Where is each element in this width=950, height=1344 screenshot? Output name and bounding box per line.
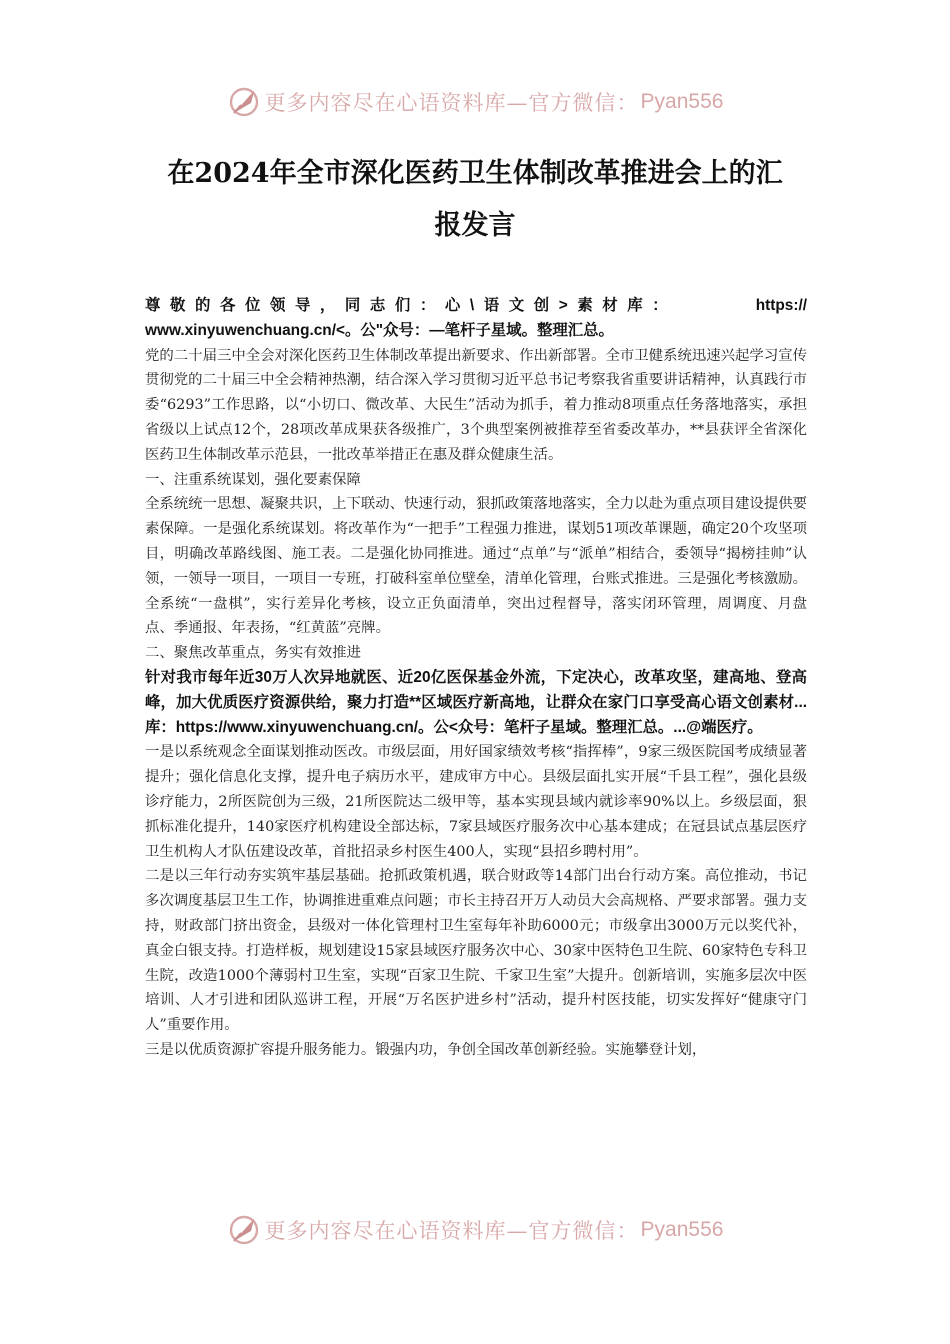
salutation — [145, 294, 807, 319]
watermark-wechat-id: Pyan556 — [640, 90, 724, 113]
watermark-banner-bottom — [0, 1210, 950, 1250]
paragraph-3: 一是以系统观念全面谋划推动医改。市级层面，用好国家绩效考核“指挥棒”，9家三级医院国考成绩显著提升；强化信息化支撑，提升电子病历水平，建成审方中心。县级层面扎实开展“千县工程”，强化县级诊疗能力，2所医院创为三级，21所医院达二级甲等，基本实现县域内就诊率90%以上。乡级层面，狠抓标准化提升，140家医疗机构建设全部达标，7家县域医疗服务次中心基本建成；在冠县试点基层医疗卫生机构人才队伍建设改革，首批招录乡村医生400人，实现“县招乡聘村用”。 — [145, 744, 807, 860]
watermark-wechat-id: Pyan556 — [640, 1218, 724, 1241]
title-line-2: 报发言 — [434, 210, 516, 241]
quill-logo-icon — [227, 1213, 261, 1247]
paragraph-2-bold: 针对我市每年近30万人次异地就医、近20亿医保基金外流，下定决心，改革攻坚，建高地、登高峰，加大优质医疗资源供给，聚力打造**区域医疗新高地，让群众在家门口享受高心语文创素材...库：https://www.xinyuwenchuang.cn/。公<众号：笔杆子星域。整理汇总。...@端医疗。 — [145, 668, 807, 736]
quill-logo-icon — [227, 85, 261, 119]
title-line-1: 在2024年全市深化医药卫生体制改革推进会上的汇 — [167, 158, 783, 189]
paragraph-1: 全系统统一思想、凝聚共识，上下联动、快速行动，狠抓政策落地落实，全力以赴为重点项目建设提供要素保障。一是强化系统谋划。将改革作为“一把手”工程强力推进，谋划51项改革课题，确定20个攻坚项目，明确改革路线图、施工表。二是强化协同推进。通过“点单”与“派单”相结合，委领导“揭榜挂帅”认领，一领导一项目，一项目一专班，打破科室单位壁垒，清单化管理，台账式推进。三是强化考核激励。全系统“一盘棋”，实行差异化考核，设立正负面清单，突出过程督导，落实闭环管理，周调度、月盘点、季通报、年表扬，“红黄蓝”亮牌。 — [145, 496, 807, 637]
salutation-url-start: https:// — [755, 297, 807, 314]
document-body — [145, 294, 807, 1063]
intro-paragraph: 党的二十届三中全会对深化医药卫生体制改革提出新要求、作出新部署。全市卫健系统迅速兴起学习宣传贯彻党的二十届三中全会精神热潮，结合深入学习贯彻习近平总书记考察我省重要讲话精神，认真践行市委“6293”工作思路，以“小切口、微改革、大民生”活动为抓手，着力推动8项重点任务落地落实，承担省级以上试点12个，28项改革成果获各级推广，3个典型案例被推荐至省委改革办，**县获评全省深化医药卫生体制改革示范县，一批改革举措正在惠及群众健康生活。 — [145, 347, 807, 463]
salutation-text: 尊敬的各位领导，同志们：心\语文创>素材库： — [145, 297, 678, 314]
section-heading-2: 二、聚焦改革重点，务实有效推进 — [145, 645, 361, 662]
document-title — [140, 148, 810, 252]
watermark-banner-top — [0, 82, 950, 122]
paragraph-4: 二是以三年行动夯实筑牢基层基础。抢抓政策机遇，联合财政等14部门出台行动方案。高位推动，书记多次调度基层卫生工作，协调推进重难点问题；市长主持召开万人动员大会高规格、严要求部署。强力支持，财政部门挤出资金，县级对一体化管理村卫生室每年补助6000元；市级拿出3000万元以奖代补，真金白银支持。打造样板，规划建设15家县域医疗服务次中心、30家中医特色卫生院、60家特色专科卫生院，改造1000个薄弱村卫生室，实现“百家卫生院、千家卫生室”大提升。创新培训，实施多层次中医培训、人才引进和团队巡讲工程，开展“万名医护进乡村”活动，提升村医技能，切实发挥好“健康守门人”重要作用。 — [145, 868, 807, 1034]
section-heading-1: 一、注重系统谋划，强化要素保障 — [145, 471, 361, 488]
watermark-text: 更多内容尽在心语资料库—官方微信： — [264, 1219, 639, 1243]
paragraph-5: 三是以优质资源扩容提升服务能力。锻强内功，争创全国改革创新经验。实施攀登计划， — [145, 1041, 707, 1058]
watermark-text: 更多内容尽在心语资料库—官方微信： — [264, 91, 639, 115]
salutation-continued: www.xinyuwenchuang.cn/<。公"众号：—笔杆子星域。整理汇总。 — [145, 321, 614, 339]
